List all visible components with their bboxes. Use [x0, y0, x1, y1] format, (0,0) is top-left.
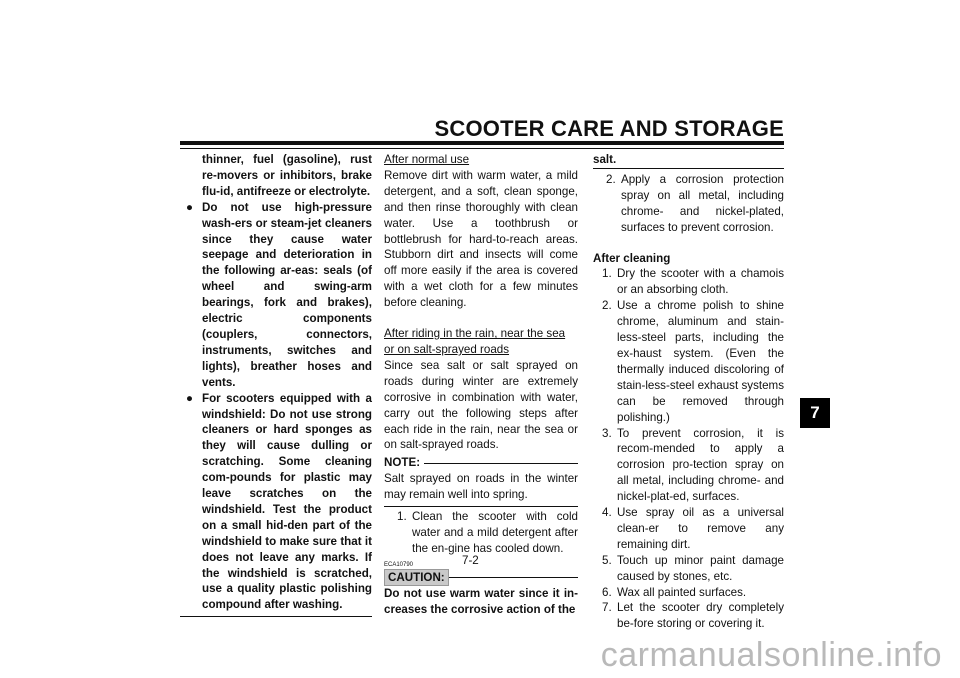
bullet-icon: ● — [186, 200, 194, 214]
list-item — [384, 509, 578, 557]
paragraph: Since sea salt or salt sprayed on roads during winter are extremely corrosive in combination with water, carry out the following steps after each ride in the rain, near the sea or on salt-sprayed roads. — [384, 358, 578, 452]
step-number: 1. — [397, 510, 407, 524]
list-item — [593, 600, 784, 632]
list-item — [593, 298, 784, 425]
section-end-rule — [180, 616, 372, 617]
list-item — [593, 585, 784, 601]
warning-bullet — [186, 391, 372, 614]
list-item — [593, 553, 784, 585]
page-number: 7-2 — [462, 554, 479, 567]
caution-text: Do not use warm water since it in-creases the corrosive action of the — [384, 586, 578, 616]
list-item — [593, 505, 784, 553]
warning-intro: thinner, fuel (gasoline), rust re-movers or inhibitors, brake flu-id, antifreeze or electrolyte. — [202, 153, 372, 198]
caution-code: ECA10790 — [384, 561, 414, 568]
page-title: SCOOTER CARE AND STORAGE — [434, 116, 784, 141]
list-item — [593, 172, 784, 236]
list-item — [593, 266, 784, 298]
step-number: 2. — [606, 172, 616, 186]
warning-bullet — [186, 200, 372, 391]
list-item — [593, 426, 784, 506]
caution-label: CAUTION: — [384, 569, 449, 586]
step-number: 4. — [602, 506, 612, 520]
step-text: Dry the scooter with a chamois or an absorbing cloth. — [617, 267, 784, 297]
note-label: NOTE: — [384, 456, 421, 470]
note-rule — [424, 463, 578, 464]
step-text: Use spray oil as a universal clean-er to remove any remaining dirt. — [617, 506, 784, 551]
paragraph: Remove dirt with warm water, a mild detergent, and a soft, clean sponge, and then rinse thoroughly with clean water. Use a toothbrush or bottlebrush for hard-to-reach areas. Stubborn dirt and insects will come off more easily if the area is covered with a wet cloth for a few minutes before cleaning. — [384, 168, 578, 310]
note-header — [384, 455, 578, 471]
column-3 — [593, 152, 784, 632]
section-heading-normal-use: After normal use — [384, 153, 470, 166]
caution-rule — [449, 577, 578, 578]
watermark: carmanualsonline.info — [600, 636, 942, 674]
step-number: 7. — [602, 601, 612, 615]
section-heading-rain-salt: After riding in the rain, near the sea or on salt-sprayed roads — [384, 327, 566, 356]
step-number: 1. — [602, 267, 612, 281]
step-text: Let the scooter dry completely be-fore storing or covering it. — [617, 601, 784, 631]
step-text: Touch up minor paint damage caused by stones, etc. — [617, 553, 784, 583]
caution-header — [384, 569, 578, 586]
step-text: Use a chrome polish to shine chrome, aluminum and stain-less-steel parts, including the ex-haust system. (Even the thermally induced discoloring of stain-less-steel exhaust systems can be removed through polishing.) — [617, 299, 784, 424]
step-number: 3. — [602, 426, 612, 440]
note-text: Salt sprayed on roads in the winter may remain well into spring. — [384, 472, 578, 502]
chapter-tab: 7 — [800, 398, 830, 428]
step-text: Clean the scooter with cold water and a mild detergent after the en-gine has cooled down. — [412, 510, 578, 555]
step-text: Apply a corrosion protection spray on all metal, including chrome- and nickel-plated, surfaces to prevent corrosion. — [621, 172, 784, 234]
step-number: 2. — [602, 299, 612, 313]
step-number: 5. — [602, 553, 612, 567]
bullet-icon: ● — [186, 391, 194, 405]
column-2 — [384, 152, 578, 618]
caution-end-rule — [593, 168, 784, 169]
step-number: 6. — [602, 585, 612, 599]
step-text: To prevent corrosion, it is recom-mended to apply a corrosion pro-tection spray on all metal, including chrome- and nickel-plat-ed, surfaces. — [617, 426, 784, 504]
step-text: Wax all painted surfaces. — [617, 585, 747, 599]
caution-text-continued: salt. — [593, 153, 617, 166]
note-end-rule — [384, 506, 578, 507]
bullet-text: For scooters equipped with a windshield: Do not use strong cleaners or hard sponges as they will cause dulling or scratching. Some cleaning com-pounds for plastic may leave scratches on the windshield. Test the product on a small hid-den part of the windshield to make sure that it does not leave any marks. If the windshield is scratched, use a quality plastic polishing compound after washing. — [202, 391, 372, 612]
header-rule-thin — [180, 148, 784, 149]
section-heading-after-cleaning: After cleaning — [593, 251, 671, 265]
header-rule — [180, 141, 784, 145]
column-1 — [186, 152, 372, 617]
bullet-text: Do not use high-pressure wash-ers or steam-jet cleaners since they cause water seepage and deterioration in the following ar-eas: seals (of wheel and swing-arm bearings, fork and brakes), electric components (couplers, connectors, instruments, switches and lights), breather hoses and vents. — [202, 200, 372, 389]
